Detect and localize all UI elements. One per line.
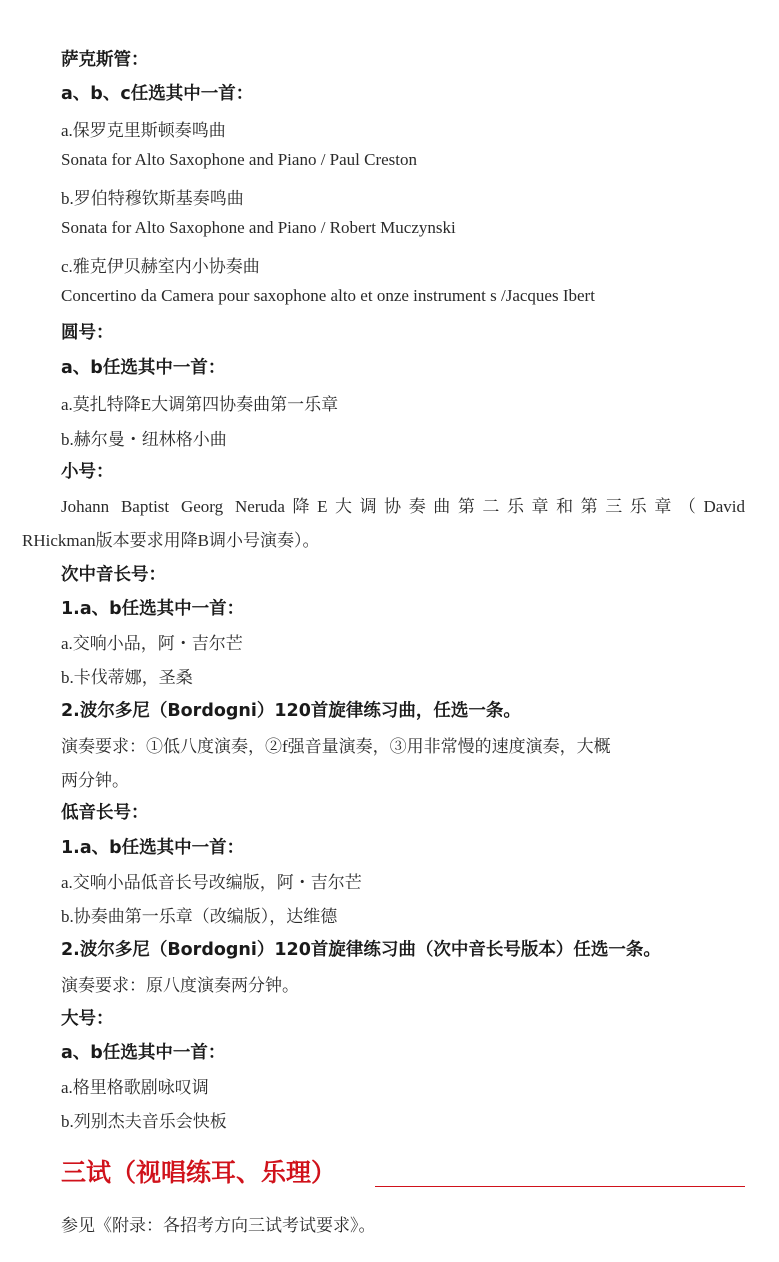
third-exam-title: 三试（视唱练耳、乐理） (61, 1158, 337, 1187)
section-divider-line (375, 1186, 745, 1187)
saxophone-item-c: c.雅克伊贝赫室内小协奏曲 (61, 257, 260, 276)
saxophone-item-a: a.保罗克里斯顿奏鸣曲 (61, 121, 226, 140)
tenor-trombone-item-b: b.卡伐蒂娜，圣桑 (61, 668, 193, 687)
tuba-heading: 大号： (61, 1009, 114, 1029)
bass-trombone-requirement: 演奏要求：原八度演奏两分钟。 (61, 976, 299, 995)
tuba-item-b: b.列别杰夫音乐会快板 (61, 1112, 227, 1131)
bass-trombone-heading: 低音长号： (61, 803, 149, 823)
saxophone-instruction: a、b、c任选其中一首： (61, 84, 254, 104)
tenor-trombone-requirement-line2: 两分钟。 (61, 771, 129, 790)
horn-item-a: a.莫扎特降E大调第四协奏曲第一乐章 (61, 395, 339, 414)
saxophone-item-a-en: Sonata for Alto Saxophone and Piano / Paul Creston (61, 150, 418, 169)
tenor-trombone-instruction1: 1.a、b任选其中一首： (61, 599, 245, 619)
third-exam-note: 参见《附录：各招考方向三试考试要求》。 (61, 1216, 376, 1235)
tenor-trombone-requirement-line1: 演奏要求：①低八度演奏，②f强音量演奏，③用非常慢的速度演奏，大概 (61, 737, 611, 756)
tenor-trombone-instruction2: 2.波尔多尼（Bordogni）120首旋律练习曲，任选一条。 (61, 701, 521, 721)
tenor-trombone-item-a: a.交响小品，阿・吉尔芒 (61, 634, 243, 653)
tenor-trombone-heading: 次中音长号： (61, 565, 166, 585)
bass-trombone-item-b: b.协奏曲第一乐章（改编版），达维德 (61, 907, 338, 926)
saxophone-item-c-en: Concertino da Camera pour saxophone alto et onze instrument s /Jacques Ibert (61, 286, 595, 305)
saxophone-item-b-en: Sonata for Alto Saxophone and Piano / Robert Muczynski (61, 218, 456, 237)
saxophone-item-b: b.罗伯特穆钦斯基奏鸣曲 (61, 189, 244, 208)
horn-item-b: b.赫尔曼・纽林格小曲 (61, 430, 227, 449)
horn-heading: 圆号： (61, 323, 114, 343)
tuba-instruction: a、b任选其中一首： (61, 1043, 226, 1063)
saxophone-heading: 萨克斯管： (61, 50, 149, 70)
bass-trombone-instruction1: 1.a、b任选其中一首： (61, 838, 245, 858)
bass-trombone-instruction2: 2.波尔多尼（Bordogni）120首旋律练习曲（次中音长号版本）任选一条。 (61, 940, 661, 960)
horn-instruction: a、b任选其中一首： (61, 358, 226, 378)
bass-trombone-item-a: a.交响小品低音长号改编版，阿・吉尔芒 (61, 873, 362, 892)
trumpet-text-line2: RHickman版本要求用降B调小号演奏）。 (22, 531, 320, 550)
trumpet-text-line1: Johann Baptist Georg Neruda降E大调协奏曲第二乐章和第三乐章（David (61, 497, 745, 516)
trumpet-heading: 小号： (61, 462, 114, 482)
tuba-item-a: a.格里格歌剧咏叹调 (61, 1078, 209, 1097)
